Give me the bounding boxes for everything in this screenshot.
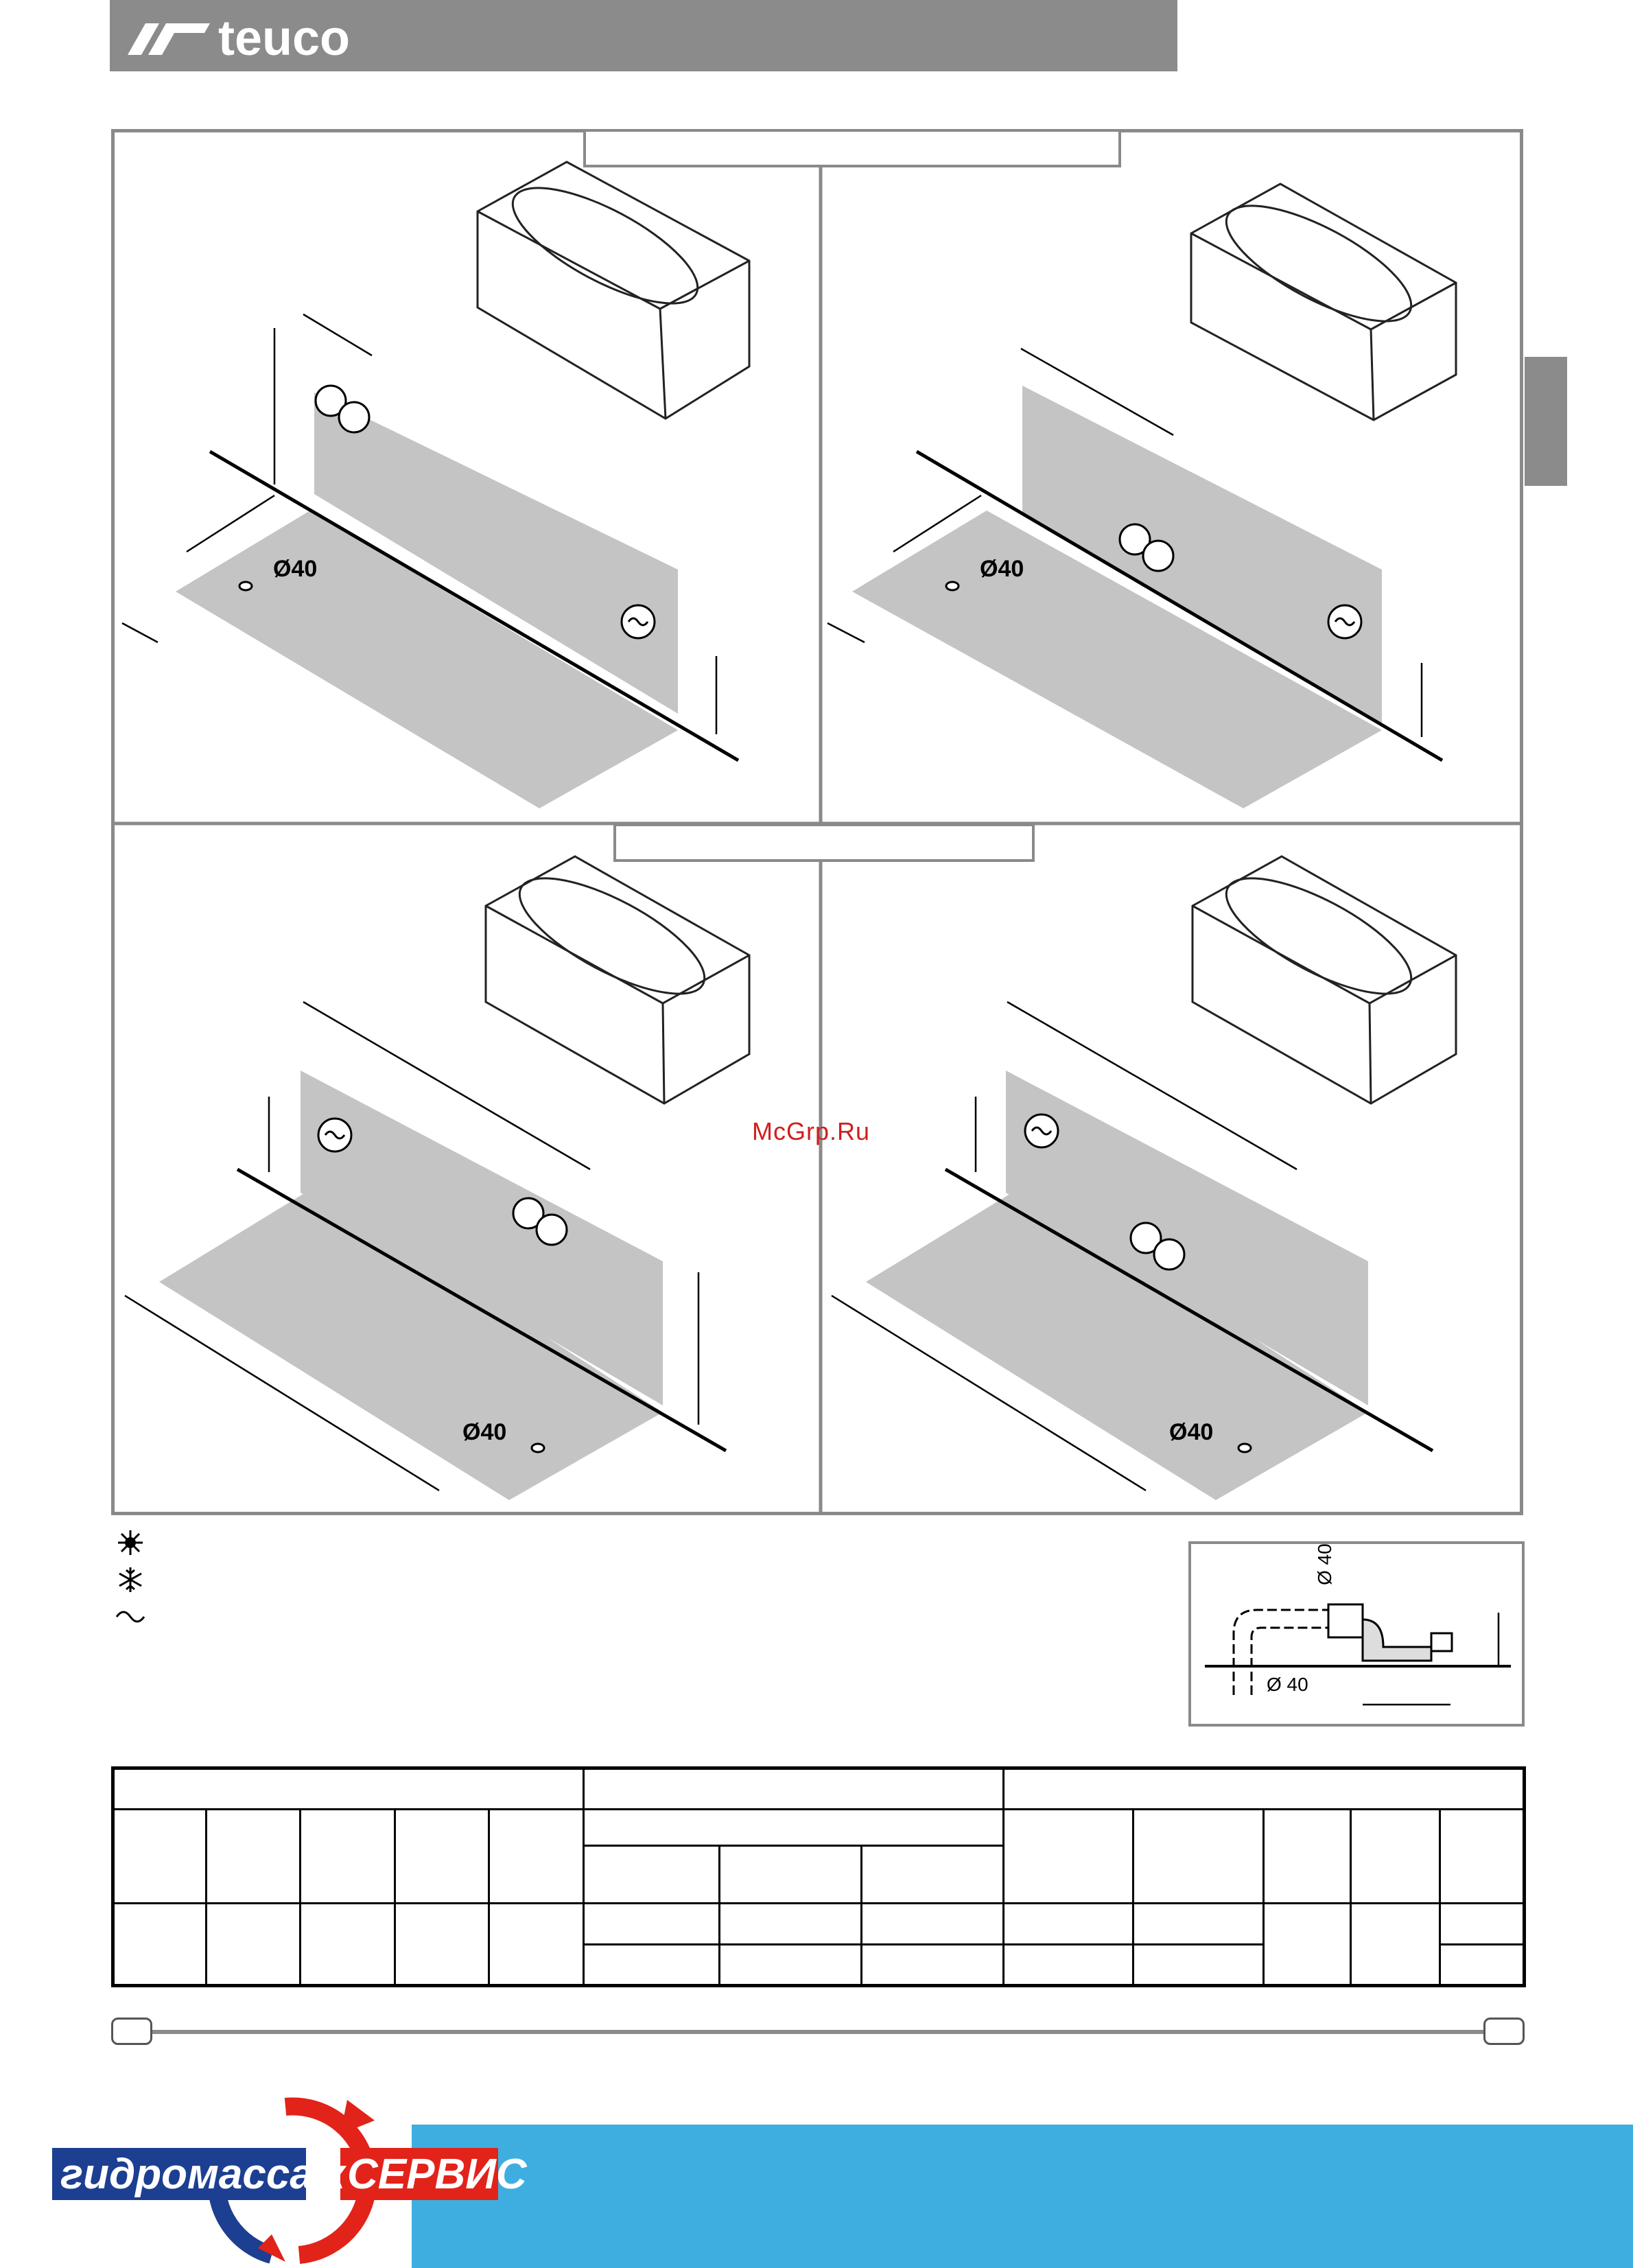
installation-diagrams xyxy=(111,129,1523,1515)
table-cell xyxy=(113,1904,207,1986)
table-cell xyxy=(583,1846,720,1904)
logo-word-left: гидромассаж xyxy=(60,2151,345,2198)
table-cell xyxy=(862,1904,1004,1945)
panel-1-drain-hole xyxy=(239,582,252,590)
panel-4-bathtub xyxy=(1193,856,1456,1103)
table-cell xyxy=(489,1904,584,1986)
panel-1 xyxy=(122,162,749,808)
table-cell xyxy=(395,1904,489,1986)
cold-water-snowflake-icon xyxy=(1143,541,1173,571)
siphon-bottom-diameter-label: Ø 40 xyxy=(1267,1674,1308,1695)
table-cell xyxy=(1133,1810,1264,1904)
table-cell xyxy=(113,1768,584,1810)
siphon-diagram xyxy=(1191,1544,1522,1724)
logo-word-right: СЕРВИС xyxy=(347,2151,527,2198)
panel-1-bathtub xyxy=(478,162,749,419)
footer-rule xyxy=(130,2030,1493,2034)
table-cell xyxy=(1133,1945,1264,1986)
panel-2-bathtub xyxy=(1191,184,1456,420)
table-cell xyxy=(720,1945,862,1986)
panel-4-drain-label: Ø40 xyxy=(1169,1419,1214,1445)
legend-cold-water xyxy=(114,1565,155,1598)
table-cell xyxy=(1004,1904,1133,1945)
table-cell xyxy=(206,1810,301,1904)
top-panels-heading-box xyxy=(583,129,1121,167)
panel-3-drain-label: Ø40 xyxy=(462,1419,507,1445)
siphon-top-diameter-label: Ø 40 xyxy=(1314,1544,1335,1585)
table-row xyxy=(113,1904,1525,1945)
panel-4 xyxy=(832,856,1456,1500)
table-cell xyxy=(1264,1810,1350,1904)
teuco-logo xyxy=(128,10,388,65)
table-cell xyxy=(489,1810,584,1904)
panel-2-electric-point xyxy=(1328,605,1361,638)
table-cell xyxy=(301,1904,395,1986)
gidromassazh-servis-logo xyxy=(45,2093,527,2265)
panel-3-electric-point xyxy=(318,1119,351,1151)
watermark: McGrp.Ru xyxy=(752,1117,871,1145)
panel-4-electric-point xyxy=(1025,1114,1058,1147)
electric-supply-icon xyxy=(114,1603,155,1636)
cold-water-snowflake-icon xyxy=(114,1565,155,1598)
legend-hot-water xyxy=(114,1528,155,1560)
table-cell xyxy=(1004,1810,1133,1904)
panel-3 xyxy=(125,856,749,1500)
legend-electric-supply xyxy=(114,1603,155,1636)
section-tab-marker xyxy=(1525,357,1567,486)
table-cell xyxy=(583,1768,1003,1810)
brand-name: teuco xyxy=(218,11,351,65)
table-cell xyxy=(1004,1945,1133,1986)
table-cell xyxy=(1264,1904,1350,1986)
panel-3-bathtub xyxy=(486,856,749,1103)
table-row xyxy=(113,1810,1525,1846)
table-cell xyxy=(1004,1768,1525,1810)
table-cell xyxy=(862,1945,1004,1986)
panel-2 xyxy=(827,184,1456,808)
table-cell xyxy=(720,1904,862,1945)
table-cell xyxy=(1440,1945,1525,1986)
table-cell xyxy=(862,1846,1004,1904)
panel-4-drain-hole xyxy=(1238,1444,1251,1452)
page-number-box-left xyxy=(111,2018,152,2045)
table-cell xyxy=(583,1904,720,1945)
table-cell xyxy=(301,1810,395,1904)
panel-1-electric-point xyxy=(622,605,655,638)
service-band xyxy=(412,2125,1633,2268)
table-cell xyxy=(1350,1810,1440,1904)
table-cell xyxy=(1440,1810,1525,1904)
table-cell xyxy=(1350,1904,1440,1986)
table-cell xyxy=(583,1945,720,1986)
cold-water-snowflake-icon xyxy=(339,402,369,432)
panel-2-drain-label: Ø40 xyxy=(980,556,1024,582)
table-cell xyxy=(583,1810,1003,1846)
table-cell xyxy=(113,1810,207,1904)
spec-table xyxy=(111,1766,1526,1987)
panel-2-drain-hole xyxy=(946,582,959,590)
teuco-logo-mark xyxy=(128,10,388,65)
table-cell xyxy=(395,1810,489,1904)
table-cell xyxy=(206,1904,301,1986)
bottom-panels-heading-box xyxy=(613,823,1035,862)
table-cell xyxy=(1440,1904,1525,1945)
table-cell xyxy=(720,1846,862,1904)
panel-3-drain-hole xyxy=(532,1444,544,1452)
hot-water-sun-icon xyxy=(114,1528,155,1560)
panel-1-drain-label: Ø40 xyxy=(273,556,318,582)
table-cell xyxy=(1133,1904,1264,1945)
siphon-detail-box xyxy=(1188,1541,1525,1727)
cold-water-snowflake-icon xyxy=(1154,1239,1184,1270)
table-row xyxy=(113,1768,1525,1810)
page-number-box-right xyxy=(1483,2018,1525,2045)
cold-water-snowflake-icon xyxy=(537,1215,567,1245)
